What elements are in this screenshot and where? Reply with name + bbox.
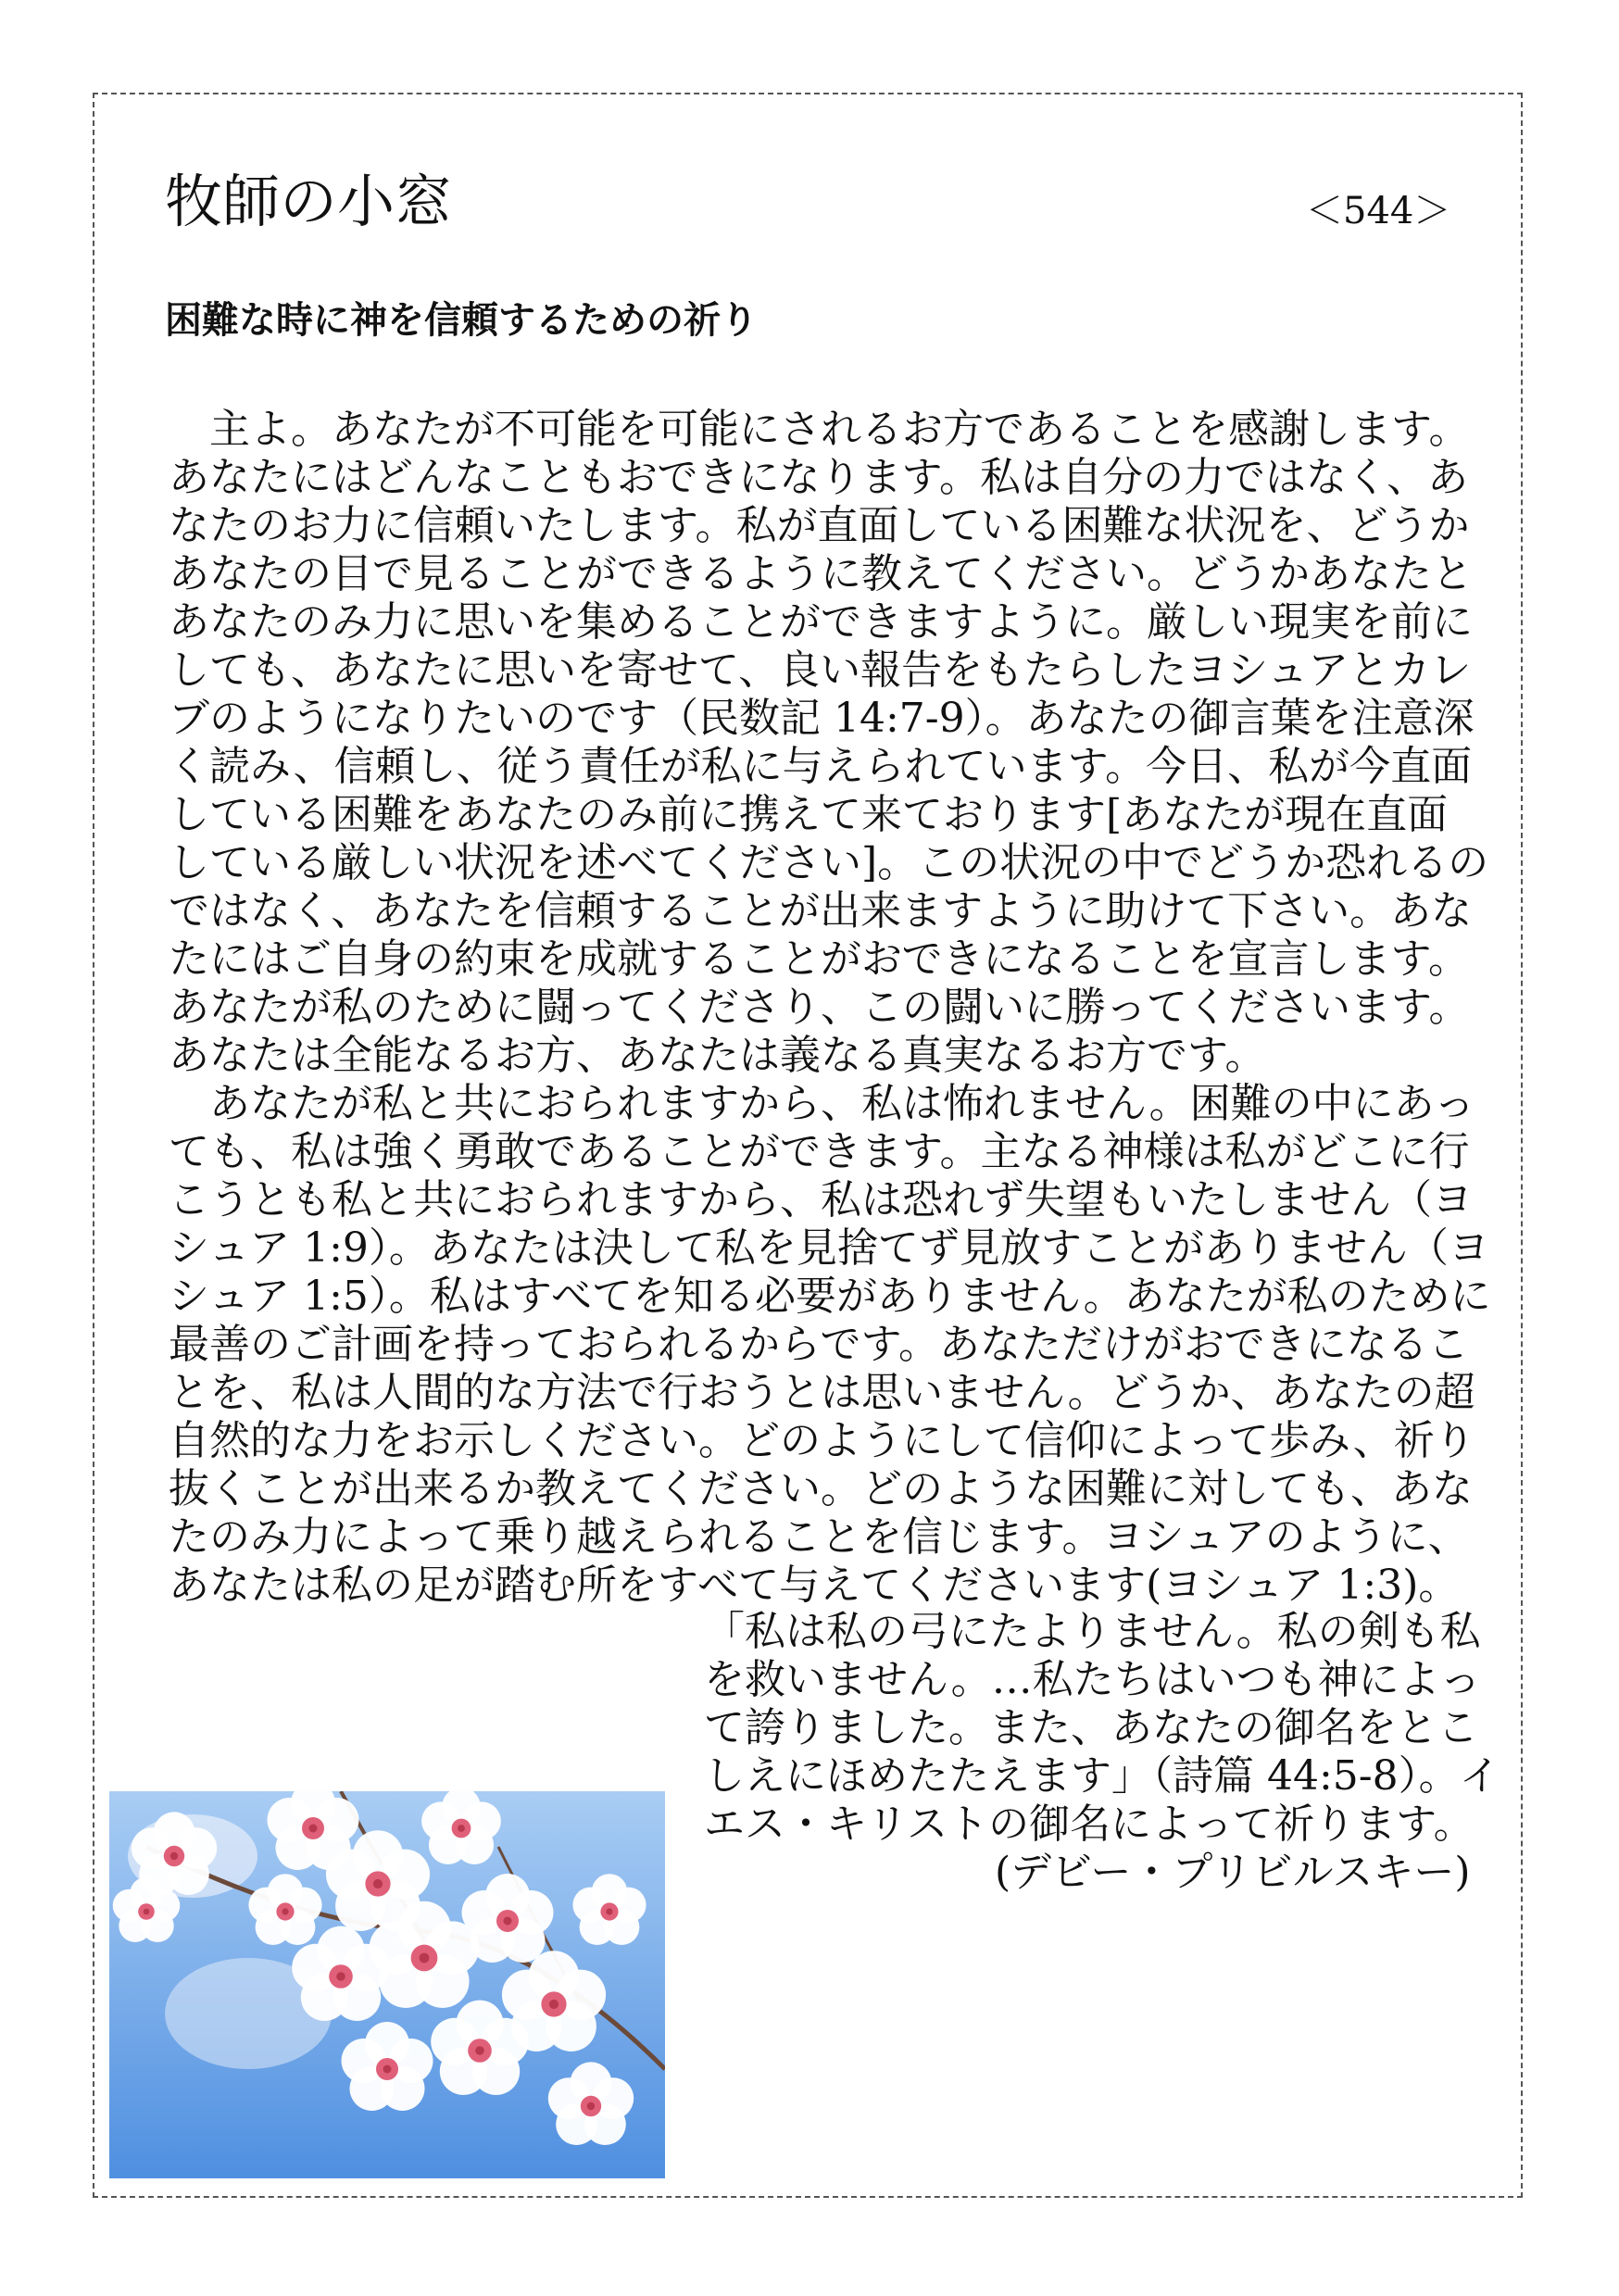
cherry-blossom-icon: [109, 1791, 665, 2178]
author-credit: (デビー・プリビルスキー): [995, 1849, 1471, 1896]
body-line: あなたが私と共におられますから、私は怖れません。困難の中にあっ: [169, 1080, 1475, 1127]
closing-line: しえにほめたたえます」（詩篇 44:5-8）。イ: [704, 1752, 1500, 1800]
body-line: している厳しい状況を述べてください]。この状況の中でどうか恐れるの: [169, 839, 1489, 886]
body-line: シュア 1:5）。私はすべてを知る必要がありません。あなたが私のために: [169, 1273, 1491, 1320]
closing-line: エス・キリストの御名によって祈ります。: [704, 1800, 1475, 1848]
closing-line: 「私は私の弓にたよりません。私の剣も私: [704, 1608, 1481, 1655]
body-line: なたのお力に信頼いたします。私が直面している困難な状況を、どうか: [169, 502, 1470, 549]
body-line: たにはご自身の約束を成就することがおできになることを宣言します。: [169, 935, 1470, 983]
body-line: あなたは全能なるお方、あなたは義なる真実なるお方です。: [169, 1032, 1266, 1079]
body-line: 自然的な力をお示しください。どのようにして信仰によって歩み、祈り: [169, 1417, 1475, 1464]
body-line: ても、私は強く勇敢であることができます。主なる神様は私がどこに行: [169, 1128, 1470, 1175]
closing-line: て誇りました。また、あなたの御名をとこ: [704, 1704, 1478, 1751]
body-line: とを、私は人間的な方法で行おうとは思いません。どうか、あなたの超: [169, 1369, 1475, 1416]
body-line: している困難をあなたのみ前に携えて来ております[あなたが現在直面: [169, 791, 1449, 838]
body-line: たのみ力によって乗り越えられることを信じます。ヨシュアのように、: [169, 1513, 1469, 1561]
body-line: あなたのみ力に思いを集めることができますように。厳しい現実を前に: [169, 598, 1473, 646]
body-line: あなたの目で見ることができるように教えてください。どうかあなたと: [169, 550, 1473, 597]
cherry-blossom-photo: [109, 1791, 665, 2178]
body-line: ブのようになりたいのです（民数記 14:7-9）。あなたの御言葉を注意深: [169, 695, 1475, 742]
body-line: 主よ。あなたが不可能を可能にされるお方であることを感謝します。: [169, 406, 1470, 453]
body-line: 抜くことが出来るか教えてください。どのような困難に対しても、あな: [169, 1465, 1473, 1512]
body-line: く読み、信頼し、従う責任が私に与えられています。今日、私が今直面: [169, 743, 1473, 790]
page-title: 牧師の小窓: [165, 168, 453, 235]
body-line: あなたにはどんなこともおできになります。私は自分の力ではなく、あ: [169, 454, 1469, 501]
body-line: 最善のご計画を持っておられるからです。あなただけがおできになるこ: [169, 1321, 1469, 1368]
body-line: こうとも私と共におられますから、私は恐れず失望もいたしません（ヨ: [169, 1176, 1473, 1223]
issue-number: ＜544＞: [1306, 190, 1451, 232]
article-subtitle: 困難な時に神を信頼するための祈り: [165, 298, 758, 342]
closing-line: を救いません。…私たちはいつも神によっ: [704, 1656, 1481, 1703]
body-line: あなたが私のために闘ってくださり、この闘いに勝ってくださいます。: [169, 984, 1470, 1031]
body-line: ではなく、あなたを信頼することが出来ますように助けて下さい。あな: [169, 887, 1473, 935]
body-line: あなたは私の足が踏む所をすべて与えてくださいます(ヨシュア 1:3)。: [169, 1562, 1460, 1609]
body-line: しても、あなたに思いを寄せて、良い報告をもたらしたヨシュアとカレ: [169, 646, 1472, 694]
body-line: シュア 1:9）。あなたは決して私を見捨てず見放すことがありません（ヨ: [169, 1224, 1489, 1272]
